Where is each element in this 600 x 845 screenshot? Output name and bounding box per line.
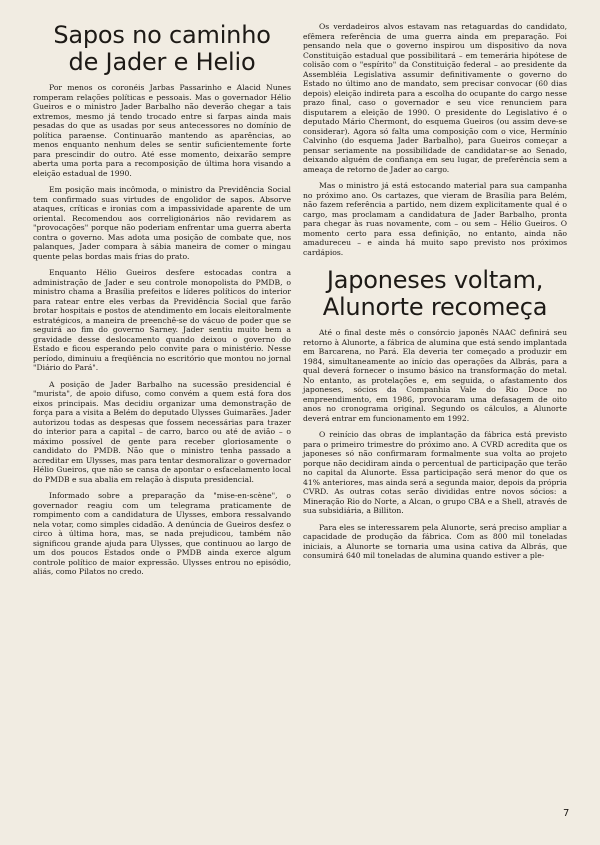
title-line-2: de Jader e Helio bbox=[68, 48, 256, 76]
paragraph: Em posição mais incômoda, o ministro da Previdência Social tem confirmado suas virtudes de engolidor de sapos. Absorve ataques, críticas e ironias com a impassividade aparente de um oriental. Recomendou aos correligionários não revidarem as "provocações" porque não poderiam enfrentar uma guerra aberta contra o governo. Mas adota uma posição de combate que, nos palanques, Jader compara à sábia maneira de comer o mingau quente pelas bordas mais frias do prato. bbox=[33, 185, 291, 261]
article-title-sapos bbox=[33, 22, 291, 76]
right-column bbox=[303, 22, 567, 568]
paragraph: Mas o ministro já está estocando material para sua campanha no próximo ano. Os cartazes, que vieram de Brasília para Belém, não fazem referência a partido, nem dizem explicitamente qual é o cargo, mas proclamam a candidatura de Jader Barbalho, pronta para chegar às ruas novamente, com – ou sem – Hélio Gueiros. O momento certo para essa definição, no entanto, ainda não amadureceu – e ainda há muito sapo previsto nos próximos cardápios. bbox=[303, 181, 567, 257]
paragraph: Os verdadeiros alvos estavam nas retaguardas do candidato, efêmera referência de uma guerra ainda em preparação. Foi pensando nela que o governo inspirou um dispositivo da nova Constituição estadual que possibilitará – em temerária hipótese de colisão com o "espírito" da Constituição federal – ao presidente da Assembléia Legislativa assumir definitivamente o governo do Estado no último ano de mandato, sem precisar convocar (60 dias depois) eleição indireta para a escolha do ocupante do cargo nesse prazo final, caso o governador e seu vice renunciem para disputarem a eleição de 1990. O presidente do Legislativo é o deputado Mário Chermont, do esquema Gueiros (ou assim deve-se considerar). Agora só falta uma composição com o vice, Hermínio Calvinho (do esquema Jader Barbalho), para Gueiros começar a pensar seriamente na possibilidade de candidatar-se ao Senado, deixando alguém de confiança em seu lugar, de preferência sem a ameaça de retorno de Jader ao cargo. bbox=[303, 22, 567, 174]
paragraph: O reinício das obras de implantação da fábrica está previsto para o primeiro trimestre do próximo ano. A CVRD acredita que os japoneses só não confirmaram formalmente sua volta ao projeto porque não decidiram ainda o percentual de participação que terão no capital da Alunorte. Essa participação será menor do que os 41% anteriores, mas ainda será a segunda maior, depois da própria CVRD. As outras cotas serão divididas entre novos sócios: a Mineração Rio do Norte, a Alcan, o grupo CBA e a Shell, através de sua subsidiária, a Billiton. bbox=[303, 430, 567, 515]
paragraph: Informado sobre a preparação da "mise-en-scène", o governador reagiu com um telegrama praticamente de rompimento com a candidatura de Ulysses, embora ressalvando nela votar, como simples cidadão. A denúncia de Gueiros desfez o circo à última hora, mas, se nada prejudicou, também não significou grande ajuda para Ulysses, que continuou ao largo de um dos poucos Estados onde o PMDB ainda exerce algum controle político de maior expressão. Ulysses entrou no episódio, aliás, como Pilatos no credo. bbox=[33, 491, 291, 576]
paragraph: Enquanto Hélio Gueiros desfere estocadas contra a administração de Jader e seu controle monopolista do PMDB, o ministro chama a Brasília prefeitos e líderes políticos do interior para ratear entre eles verbas da Previdência Social que farão brotar hospitais e postos de atendimento em locais eleitoralmente estratégicos, a maneira de preenchê-se do vácuo de poder que se seguirá ao fim do governo Sarney. Jader sentiu muito bem a gravidade desse deslocamento quando deixou o governo do Estado e ficou esperando pelo convite para o ministério. Nesse período, diminuiu a freqüência no escritório que montou no jornal "Diário do Pará". bbox=[33, 268, 291, 372]
paragraph: Para eles se interessarem pela Alunorte, será preciso ampliar a capacidade de produção da fábrica. Com as 800 mil toneladas iniciais, a Alunorte se tornaria uma usina cativa da Albrás, que consumirá 640 mil toneladas de alumina quando estiver a ple- bbox=[303, 522, 567, 560]
paragraph: Por menos os coronéis Jarbas Passarinho e Alacid Nunes romperam relações políticas e pessoais. Mas o governador Hélio Gueiros e o ministro Jader Barbalho não deverão chegar a tais extremos, mesmo já tendo trocado entre si farpas ainda mais pesadas do que as usadas por seus antecessores no domínio de política paraense. Continuarão mantendo as aparências, ao menos enquanto nenhum deles se sentir suficientemente forte para prescindir do outro. Até esse momento, deixarão sempre aberta uma porta para a recomposição de última hora visando a eleição estadual de 1990. bbox=[33, 83, 291, 178]
title-line-2: Alunorte recomeça bbox=[322, 293, 548, 321]
paragraph: Até o final deste mês o consórcio japonês NAAC definirá seu retorno à Alunorte, a fábrica de alumina que está sendo implantada em Barcarena, no Pará. Ela deveria ter começado a produzir em 1984, simultaneamente ao início das operações da Albrás, para a qual deverá fornecer o insumo básico na transformação do metal. No entanto, as protelações e, em seguida, o afastamento dos japoneses, sócios da Companhia Vale do Rio Doce no empreendimento, em 1986, provocaram uma defasagem de oito anos no cronograma original. Segundo os cálculos, a Alunorte deverá entrar em funcionamento em 1992. bbox=[303, 328, 567, 423]
paragraph: A posição de Jader Barbalho na sucessão presidencial é "murista", de apoio difuso, como convém a quem está fora dos eixos principais. Mas decidiu organizar uma demonstração de força para a visita a Belém do deputado Ulysses Guimarães. Jader autorizou todas as despesas que fossem necessárias para trazer do interior para a capital – de carro, barco ou até de avião – o máximo possível de gente para receber gloriosamente o candidato do PMDB. Não que o ministro tenha passado a acreditar em Ulysses, mas para tentar desmoralizar o governador Hélio Gueiros, que não se cansa de apontar o esfacelamento local do PMDB e sua abalia em relação à disputa presidencial. bbox=[33, 379, 291, 484]
article-title-japoneses bbox=[303, 267, 567, 321]
page-number: 7 bbox=[563, 808, 570, 819]
title-line-1: Japoneses voltam, bbox=[326, 266, 544, 294]
title-line-1: Sapos no caminho bbox=[53, 21, 271, 49]
left-column bbox=[33, 22, 291, 584]
